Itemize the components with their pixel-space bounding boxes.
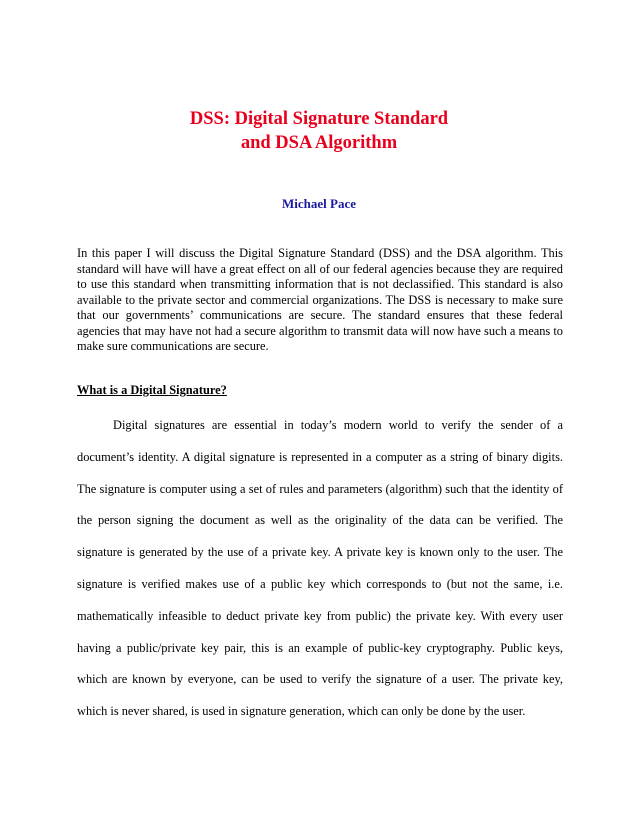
section-heading: What is a Digital Signature? [77, 383, 227, 397]
title-line-2: and DSA Algorithm [240, 133, 398, 153]
title-line-1: DSS: Digital Signature Standard [189, 109, 449, 129]
document-title [0, 107, 638, 155]
abstract-paragraph: In this paper I will discuss the Digital Signature Standard (DSS) and the DSA algorithm. This standard will have will have a great effect on all of our federal agencies because they are required to use this standard when transmitting information that is not declassified. This standard is also available to the private sector and commercial organizations. The DSS is necessary to make sure that our governments’ communications are secure. The standard ensures that these federal agencies that may have not had a secure algorithm to transmit data will now have such a means to make sure communications are secure. [77, 246, 563, 353]
section-body-paragraph: Digital signatures are essential in today’s modern world to verify the sender of a document’s identity. A digital signature is represented in a computer as a string of binary digits. The signature is computer using a set of rules and parameters (algorithm) such that the identity of the person signing the document as well as the originality of the data can be verified. The signature is generated by the use of a private key. A private key is known only to the user. The signature is verified makes use of a public key which corresponds to (but not the same, i.e. mathematically infeasible to deduct private key from public) the private key. With every user having a public/private key pair, this is an example of public-key cryptography. Public keys, which are known by everyone, can be used to verify the signature of a user. The private key, which is never shared, is used in signature generation, which can only be done by the user. [77, 418, 563, 719]
author-name: Michael Pace [282, 196, 356, 211]
